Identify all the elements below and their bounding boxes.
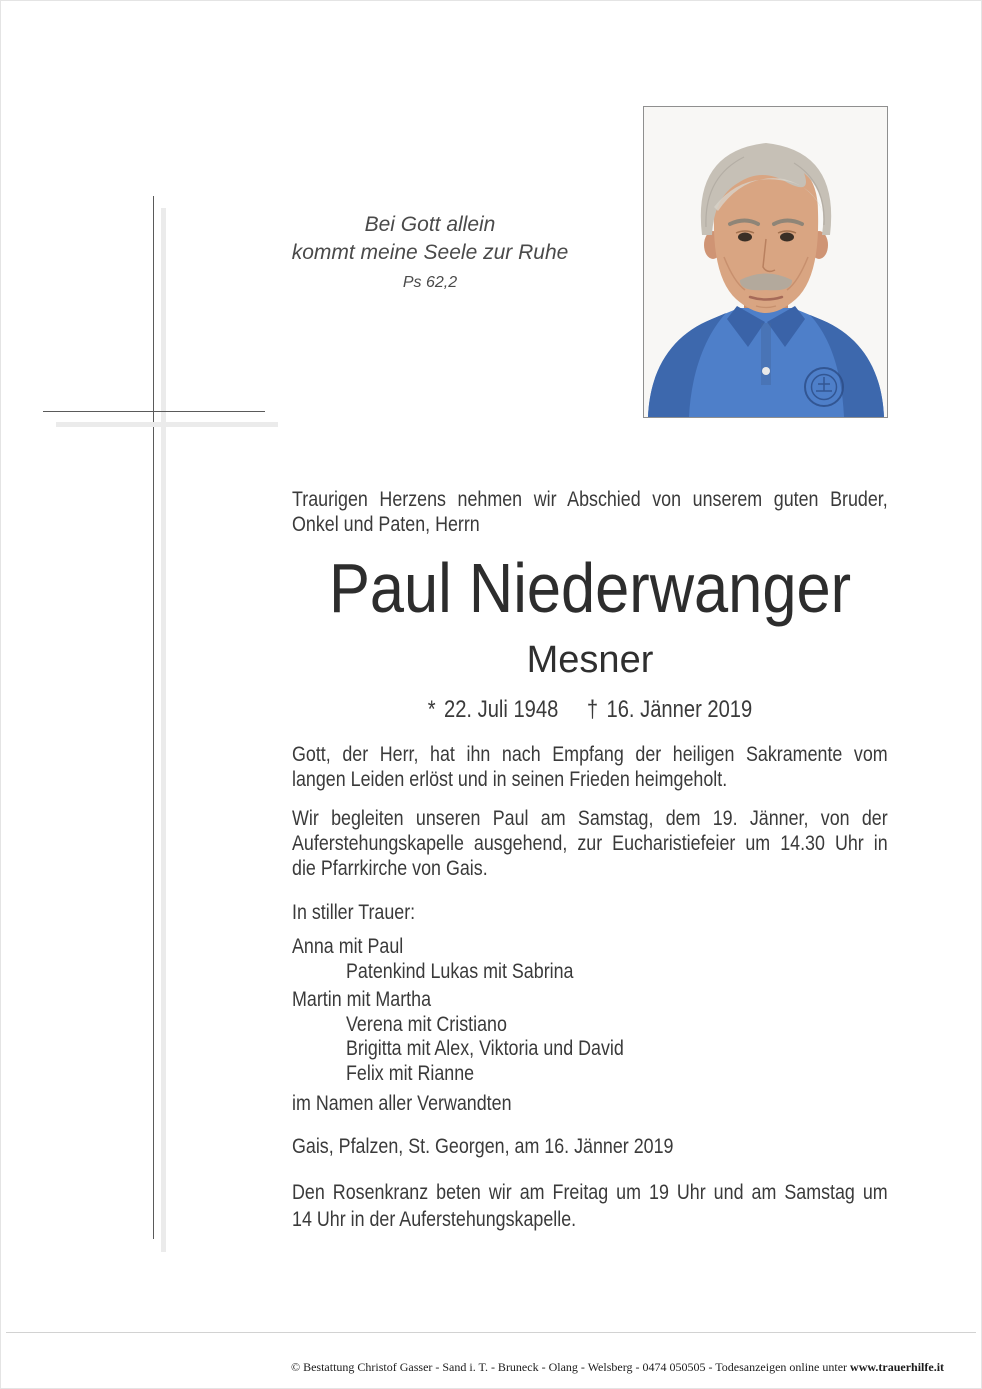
deceased-name: Paul Niederwanger bbox=[328, 549, 852, 627]
portrait-illustration bbox=[644, 107, 887, 417]
rosary-paragraph bbox=[292, 1179, 888, 1233]
footer-publisher: © Bestattung Christof Gasser - Sand i. T. - Bruneck - Olang - Welsberg - 0474 050505 - Todesanzeigen online unter bbox=[290, 1360, 848, 1374]
birth-date: 22. Juli 1948 bbox=[443, 696, 559, 723]
deceased-role: Mesner bbox=[526, 639, 654, 681]
mourner-entry: Anna mit Paul bbox=[292, 935, 404, 958]
portrait-photo bbox=[643, 106, 888, 418]
birth-symbol: * bbox=[427, 696, 436, 723]
memorial-cross-horizontal-line bbox=[43, 411, 265, 412]
funeral-line: Auferstehungskapelle ausgehend, zur Eucharistiefeier um 14.30 Uhr in bbox=[292, 832, 888, 855]
funeral-line: Wir begleiten unseren Paul am Samstag, dem 19. Jänner, von der bbox=[292, 807, 888, 830]
footer-divider bbox=[6, 1332, 976, 1333]
passing-paragraph bbox=[292, 742, 888, 792]
funeral-line: die Pfarrkirche von Gais. bbox=[292, 857, 488, 880]
memorial-cross-horizontal-shadow bbox=[56, 422, 278, 427]
mourner-entry: Patenkind Lukas mit Sabrina bbox=[346, 960, 574, 983]
quote-line-1: Bei Gott allein bbox=[364, 213, 496, 236]
intro-line: Onkel und Paten, Herrn bbox=[292, 513, 480, 536]
intro-line: Traurigen Herzens nehmen wir Abschied von unserem guten Bruder, bbox=[292, 488, 888, 511]
quote-reference: Ps 62,2 bbox=[402, 274, 458, 291]
intro-paragraph bbox=[292, 487, 888, 537]
death-cross-icon: † bbox=[586, 696, 599, 723]
footer-website: www.trauerhilfe.it bbox=[850, 1360, 945, 1374]
mourning-closing: im Namen aller Verwandten bbox=[292, 1092, 512, 1115]
memorial-cross-vertical-line bbox=[153, 196, 154, 1239]
footer bbox=[290, 1360, 945, 1375]
rosary-line: 14 Uhr in der Auferstehungskapelle. bbox=[292, 1208, 577, 1231]
scripture-quote bbox=[280, 211, 580, 293]
life-dates bbox=[340, 697, 841, 723]
quote-line-2: kommt meine Seele zur Ruhe bbox=[291, 241, 569, 264]
mourning-heading: In stiller Trauer: bbox=[292, 901, 416, 924]
mourner-entry: Brigitta mit Alex, Viktoria und David bbox=[346, 1037, 624, 1060]
mourner-entry: Verena mit Cristiano bbox=[346, 1013, 507, 1036]
funeral-paragraph bbox=[292, 806, 888, 881]
death-date: 16. Jänner 2019 bbox=[606, 696, 753, 723]
memorial-cross-vertical-shadow bbox=[161, 208, 166, 1252]
passing-line: langen Leiden erlöst und in seinen Frieden heimgeholt. bbox=[292, 768, 728, 791]
mourner-entry: Felix mit Rianne bbox=[346, 1062, 475, 1085]
rosary-line: Den Rosenkranz beten wir am Freitag um 19 Uhr und am Samstag um bbox=[292, 1181, 888, 1204]
passing-line: Gott, der Herr, hat ihn nach Empfang der heiligen Sakramente vom bbox=[292, 743, 888, 766]
mourner-entry: Martin mit Martha bbox=[292, 988, 432, 1011]
place-date-line: Gais, Pfalzen, St. Georgen, am 16. Jänner 2019 bbox=[292, 1135, 674, 1158]
